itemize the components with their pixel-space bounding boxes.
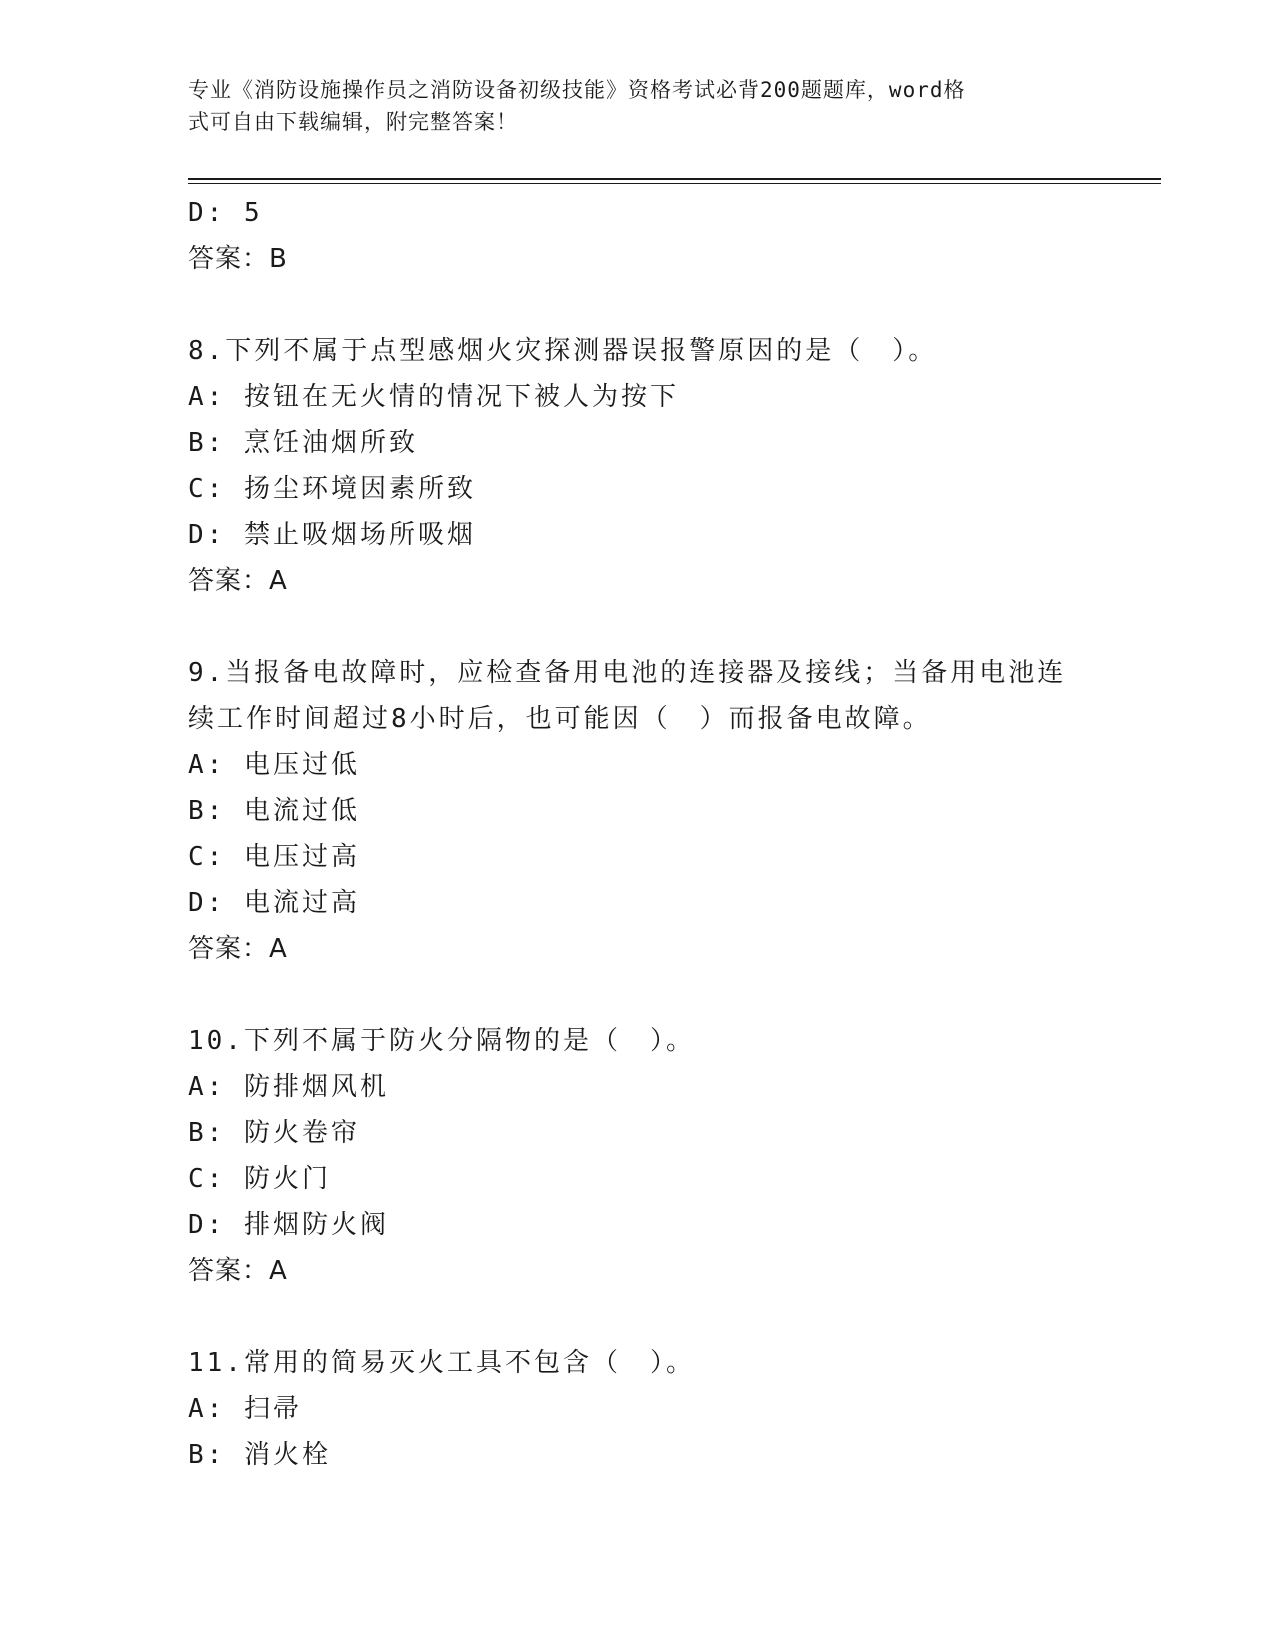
question-stem: 10.下列不属于防火分隔物的是（ ）。 [188, 1026, 695, 1056]
question-stem-continued: 续工作时间超过8小时后，也可能因（ ）而报备电故障。 [188, 704, 932, 734]
option-c: C: 防火门 [188, 1164, 331, 1194]
header-rule-thin [188, 183, 1161, 184]
question-list [188, 190, 1148, 1478]
option-c: C: 电压过高 [188, 842, 360, 872]
question-stem: 11.常用的简易灭火工具不包含（ ）。 [188, 1348, 695, 1378]
option-b: B: 防火卷帘 [188, 1118, 360, 1148]
question-stem: 8.下列不属于点型感烟火灾探测器误报警原因的是（ ）。 [188, 336, 938, 366]
question-stem: 9.当报备电故障时，应检查备用电池的连接器及接线；当备用电池连 [188, 658, 1067, 688]
option-d: D: 排烟防火阀 [188, 1210, 389, 1240]
spacer [188, 1294, 1148, 1340]
question-9 [188, 650, 1148, 972]
question-8 [188, 328, 1148, 604]
spacer [188, 604, 1148, 650]
option-b: B: 电流过低 [188, 796, 360, 826]
header-rule-thick [188, 178, 1161, 180]
option-a: A: 电压过低 [188, 750, 360, 780]
option-d: D: 电流过高 [188, 888, 360, 918]
question-11 [188, 1340, 1148, 1478]
answer: 答案：A [188, 1256, 288, 1286]
header-line-2: 式可自由下载编辑，附完整答案！ [188, 110, 518, 134]
option-c: C: 扬尘环境因素所致 [188, 474, 476, 504]
spacer [188, 282, 1148, 328]
option-a: A: 防排烟风机 [188, 1072, 389, 1102]
answer: 答案：B [188, 244, 288, 274]
spacer [188, 972, 1148, 1018]
document-header [188, 74, 1068, 138]
option-a: A: 按钮在无火情的情况下被人为按下 [188, 382, 679, 412]
answer: 答案：A [188, 934, 288, 964]
answer: 答案：A [188, 566, 288, 596]
question-10 [188, 1018, 1148, 1294]
option-d: D: 禁止吸烟场所吸烟 [188, 520, 476, 550]
option-a: A: 扫帚 [188, 1394, 302, 1424]
option-b: B: 消火栓 [188, 1440, 331, 1470]
header-line-1: 专业《消防设施操作员之消防设备初级技能》资格考试必背200题题库，word格 [188, 78, 966, 102]
option-d: D: 5 [188, 198, 263, 228]
option-b: B: 烹饪油烟所致 [188, 428, 418, 458]
